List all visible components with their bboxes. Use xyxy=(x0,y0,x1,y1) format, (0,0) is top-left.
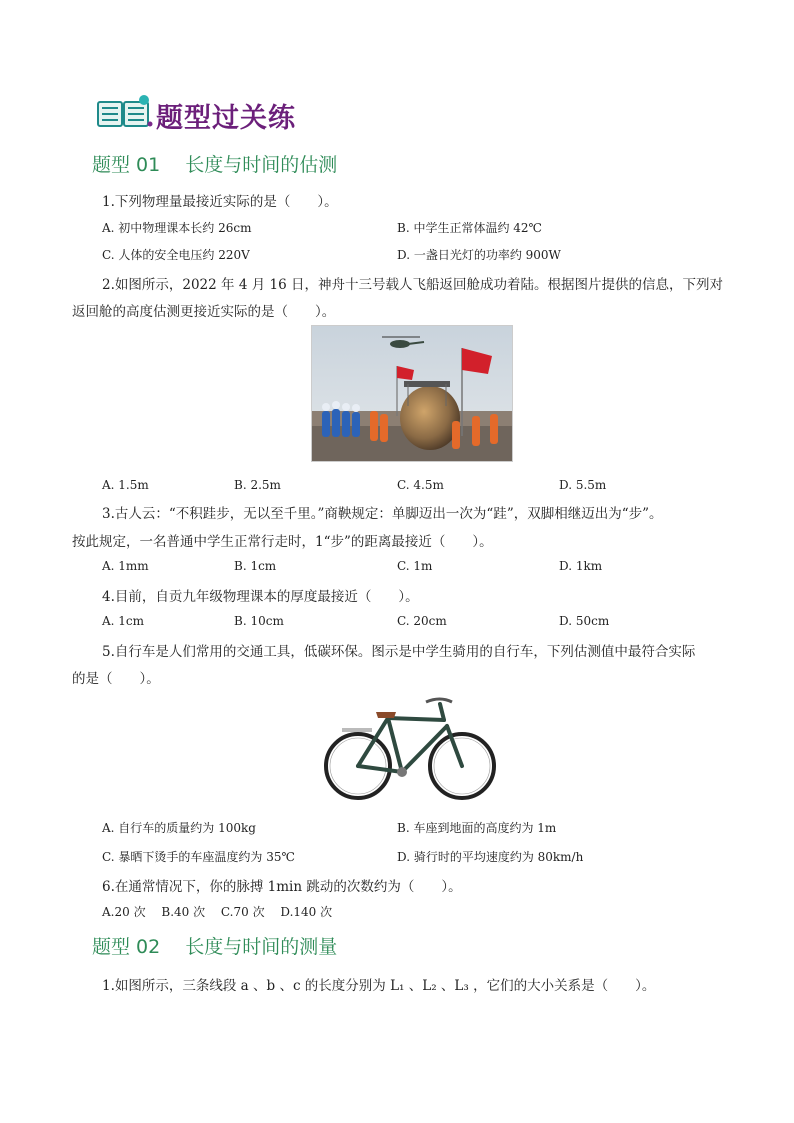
question-2-option-a[interactable]: A. 1.5m xyxy=(102,478,149,492)
question-6-stem: 6.在通常情况下，你的脉搏 1min 跳动的次数约为（ ）。 xyxy=(102,879,462,895)
section-title-01: 题型 01 长度与时间的估测 xyxy=(92,154,338,176)
question-5-option-c[interactable]: C. 暴晒下烫手的车座温度约为 35℃ xyxy=(102,850,295,864)
question-1-option-c[interactable]: C. 人体的安全电压约 220V xyxy=(102,248,250,262)
question-1-option-d[interactable]: D. 一盏日光灯的功率约 900W xyxy=(397,248,561,262)
question-1-option-b[interactable]: B. 中学生正常体温约 42℃ xyxy=(397,221,542,235)
question-2-option-b[interactable]: B. 2.5m xyxy=(234,478,281,492)
question-4-option-a[interactable]: A. 1cm xyxy=(102,614,145,628)
question-3-option-d[interactable]: D. 1km xyxy=(559,559,603,573)
question-3-stem-line1: 3.古人云：“不积跬步，无以至千里。”商鞅规定：单脚迈出一次为“跬”，双脚相继迈出为“步”。 xyxy=(102,506,663,522)
capsule-landing-photo xyxy=(311,325,513,462)
question-3-option-a[interactable]: A. 1mm xyxy=(102,559,149,573)
question-2-stem-line2: 返回舱的高度估测更接近实际的是（ ）。 xyxy=(72,304,336,320)
banner xyxy=(96,94,326,134)
question-4-option-b[interactable]: B. 10cm xyxy=(234,614,284,628)
question-2-stem-line1: 2.如图所示，2022 年 4 月 16 日，神舟十三号载人飞船返回舱成功着陆。根据图片提供的信息，下列对 xyxy=(102,277,723,293)
question-5-stem-line2: 的是（ ）。 xyxy=(72,671,160,687)
question-4-option-c[interactable]: C. 20cm xyxy=(397,614,447,628)
question-5-stem-line1: 5.自行车是人们常用的交通工具，低碳环保。图示是中学生骑用的自行车，下列估测值中最符合实际 xyxy=(102,644,696,660)
question-2-option-c[interactable]: C. 4.5m xyxy=(397,478,444,492)
section-title-02: 题型 02 长度与时间的测量 xyxy=(92,936,338,958)
question-1-option-a[interactable]: A. 初中物理课本长约 26cm xyxy=(102,221,252,235)
question-4-option-d[interactable]: D. 50cm xyxy=(559,614,610,628)
question-3-option-c[interactable]: C. 1m xyxy=(397,559,433,573)
banner-title: 题型过关练 xyxy=(156,103,296,134)
section-2-question-1-stem: 1.如图所示，三条线段 a 、b 、c 的长度分别为 L₁ 、L₂ 、L₃ ，它们的大小关系是（ ）。 xyxy=(102,978,656,994)
question-5-option-d[interactable]: D. 骑行时的平均速度约为 80km/h xyxy=(397,850,584,864)
question-5-option-a[interactable]: A. 自行车的质量约为 100kg xyxy=(102,821,256,835)
question-6-options[interactable]: A.20 次 B.40 次 C.70 次 D.140 次 xyxy=(102,905,333,919)
question-4-stem: 4.目前，自贡九年级物理课本的厚度最接近（ ）。 xyxy=(102,589,419,605)
question-2-option-d[interactable]: D. 5.5m xyxy=(559,478,607,492)
open-book-icon xyxy=(96,94,154,132)
question-3-option-b[interactable]: B. 1cm xyxy=(234,559,277,573)
question-5-option-b[interactable]: B. 车座到地面的高度约为 1m xyxy=(397,821,557,835)
question-3-stem-line2: 按此规定，一名普通中学生正常行走时，1“步”的距离最接近（ ）。 xyxy=(72,534,493,550)
question-1-stem: 1.下列物理量最接近实际的是（ ）。 xyxy=(102,194,338,210)
bicycle-photo xyxy=(322,694,498,804)
